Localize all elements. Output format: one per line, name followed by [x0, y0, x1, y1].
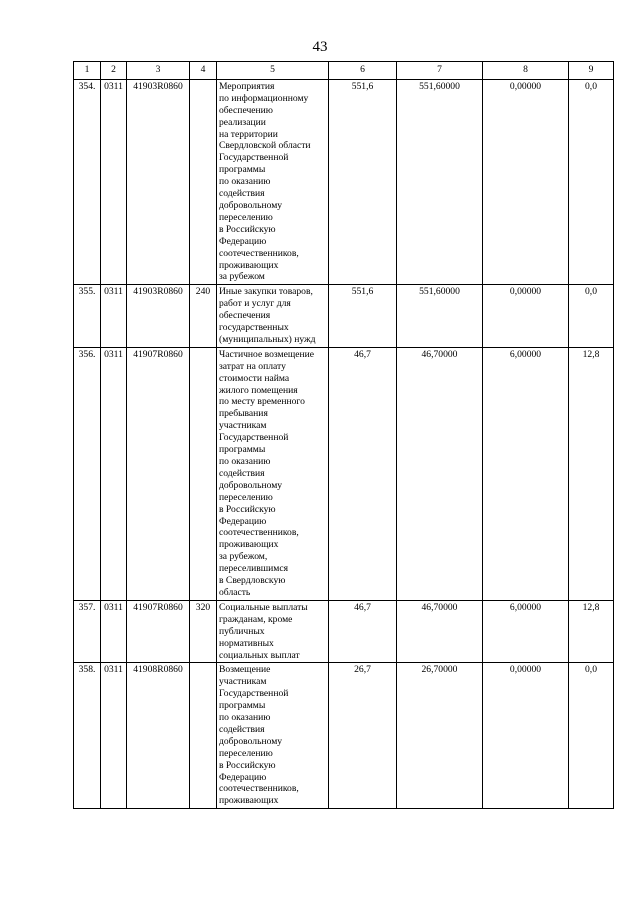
item-name-line: участникам — [219, 676, 267, 688]
item-name-line: область — [219, 586, 251, 598]
amount-col7: 551,60000 — [397, 285, 483, 348]
item-name-line: пребывания — [219, 408, 268, 420]
amount-col6: 551,6 — [329, 79, 397, 284]
target-article-code: 41903R0860 — [127, 285, 190, 348]
item-name-line: проживающих — [219, 795, 279, 807]
row-number: 354. — [74, 79, 101, 284]
expense-type-code — [190, 347, 217, 600]
row-number: 355. — [74, 285, 101, 348]
item-name-line: за рубежом, — [219, 551, 268, 563]
item-name-line: в Российскую — [219, 759, 276, 771]
amount-col7: 46,70000 — [397, 600, 483, 663]
amount-col8: 0,00000 — [483, 79, 569, 284]
item-name-line: добровольному — [219, 199, 283, 211]
item-name-line: гражданам, кроме — [219, 613, 293, 625]
item-name-line: проживающих — [219, 539, 279, 551]
section-code: 0311 — [101, 347, 127, 600]
percent-col9: 0,0 — [569, 285, 614, 348]
header-row — [74, 62, 614, 80]
amount-col7: 26,70000 — [397, 663, 483, 809]
section-code: 0311 — [101, 600, 127, 663]
expense-type-code — [190, 79, 217, 284]
column-header: 4 — [190, 62, 217, 80]
column-header: 2 — [101, 62, 127, 80]
item-name — [217, 285, 329, 348]
item-name-line: программы — [219, 164, 266, 176]
section-code: 0311 — [101, 663, 127, 809]
amount-col8: 6,00000 — [483, 347, 569, 600]
target-article-code: 41903R0860 — [127, 79, 190, 284]
item-name-line: Федерацию — [219, 235, 267, 247]
item-name-line: за рубежом — [219, 271, 265, 283]
item-name-line: участникам — [219, 420, 267, 432]
row-number: 358. — [74, 663, 101, 809]
item-name-line: по оказанию — [219, 176, 271, 188]
expense-type-code — [190, 663, 217, 809]
column-header: 6 — [329, 62, 397, 80]
table-row — [74, 347, 614, 600]
item-name — [217, 79, 329, 284]
column-header: 8 — [483, 62, 569, 80]
percent-col9: 0,0 — [569, 79, 614, 284]
item-name-line: в Российскую — [219, 223, 276, 235]
item-name-line: содействия — [219, 188, 265, 200]
row-number: 357. — [74, 600, 101, 663]
percent-col9: 12,8 — [569, 347, 614, 600]
item-name-line: работ и услуг для — [219, 298, 291, 310]
item-name-line: Мероприятия — [219, 80, 275, 92]
item-name-line: стоимости найма — [219, 372, 290, 384]
amount-col6: 551,6 — [329, 285, 397, 348]
item-name-line: публичных — [219, 625, 265, 637]
column-header: 5 — [217, 62, 329, 80]
target-article-code: 41907R0860 — [127, 600, 190, 663]
column-header: 9 — [569, 62, 614, 80]
page-number: 43 — [312, 39, 328, 55]
item-name-line: на территории — [219, 128, 278, 140]
item-name-line: государственных — [219, 322, 289, 334]
item-name — [217, 600, 329, 663]
table-row — [74, 285, 614, 348]
table-row — [74, 79, 614, 284]
table-body — [74, 79, 614, 808]
percent-col9: 12,8 — [569, 600, 614, 663]
item-name-line: по оказанию — [219, 456, 271, 467]
item-name-line: содействия — [219, 467, 265, 479]
item-name-line: переселению — [219, 747, 273, 759]
item-name-line: Свердловской области — [219, 140, 311, 152]
table-row — [74, 663, 614, 809]
item-name-line: Иные закупки товаров, — [219, 286, 313, 298]
item-name-line: жилого помещения — [219, 384, 298, 396]
column-header: 1 — [74, 62, 101, 80]
item-name-line: по оказанию — [219, 712, 271, 724]
item-name-line: Возмещение — [219, 664, 271, 676]
item-name-line: проживающих — [219, 259, 279, 271]
item-name-line: Частичное возмещение — [219, 348, 315, 360]
item-name-line: программы — [219, 700, 266, 712]
item-name-line: переселению — [219, 491, 273, 503]
item-name — [217, 663, 329, 809]
column-header: 3 — [127, 62, 190, 80]
item-name-line: соотечественников, — [219, 247, 299, 259]
item-name-line: соотечественников, — [219, 783, 299, 795]
item-name-line: Государственной — [219, 152, 289, 164]
item-name-line: добровольному — [219, 479, 283, 491]
amount-col6: 46,7 — [329, 600, 397, 663]
item-name-line: (муниципальных) нужд — [219, 333, 316, 345]
item-name-line: в Российскую — [219, 503, 276, 515]
item-name-line: обеспечению — [219, 104, 273, 116]
item-name-line: переселившимся — [219, 563, 289, 575]
item-name-line: добровольному — [219, 735, 283, 747]
table-row — [74, 600, 614, 663]
item-name-line: Социальные выплаты — [219, 601, 308, 613]
item-name-line: Федерацию — [219, 771, 267, 783]
target-article-code: 41908R0860 — [127, 663, 190, 809]
item-name-line: переселению — [219, 211, 273, 223]
percent-col9: 0,0 — [569, 663, 614, 809]
item-name-line: нормативных — [219, 637, 274, 649]
item-name-line: содействия — [219, 723, 265, 735]
target-article-code: 41907R0860 — [127, 347, 190, 600]
item-name-line: затрат на оплату — [219, 360, 286, 372]
item-name-line: Государственной — [219, 432, 289, 444]
item-name-line: обеспечения — [219, 310, 271, 322]
expense-type-code: 320 — [190, 600, 217, 663]
amount-col7: 46,70000 — [397, 347, 483, 600]
amount-col8: 6,00000 — [483, 600, 569, 663]
item-name-line: соотечественников, — [219, 527, 299, 539]
item-name-line: по месту временного — [219, 396, 305, 408]
item-name-line: по информационному — [219, 92, 309, 104]
section-code: 0311 — [101, 285, 127, 348]
item-name-line: Государственной — [219, 688, 289, 700]
column-header: 7 — [397, 62, 483, 80]
item-name — [217, 347, 329, 600]
section-code: 0311 — [101, 79, 127, 284]
expense-type-code: 240 — [190, 285, 217, 348]
item-name-line: социальных выплат — [219, 649, 300, 661]
amount-col7: 551,60000 — [397, 79, 483, 284]
amount-col8: 0,00000 — [483, 663, 569, 809]
row-number: 356. — [74, 347, 101, 600]
amount-col6: 46,7 — [329, 347, 397, 600]
item-name-line: в Свердловскую — [219, 575, 286, 587]
item-name-line: реализации — [219, 116, 266, 128]
budget-table — [73, 61, 614, 809]
item-name-line: Федерацию — [219, 515, 267, 527]
amount-col8: 0,00000 — [483, 285, 569, 348]
amount-col6: 26,7 — [329, 663, 397, 809]
item-name-line: программы — [219, 444, 266, 456]
